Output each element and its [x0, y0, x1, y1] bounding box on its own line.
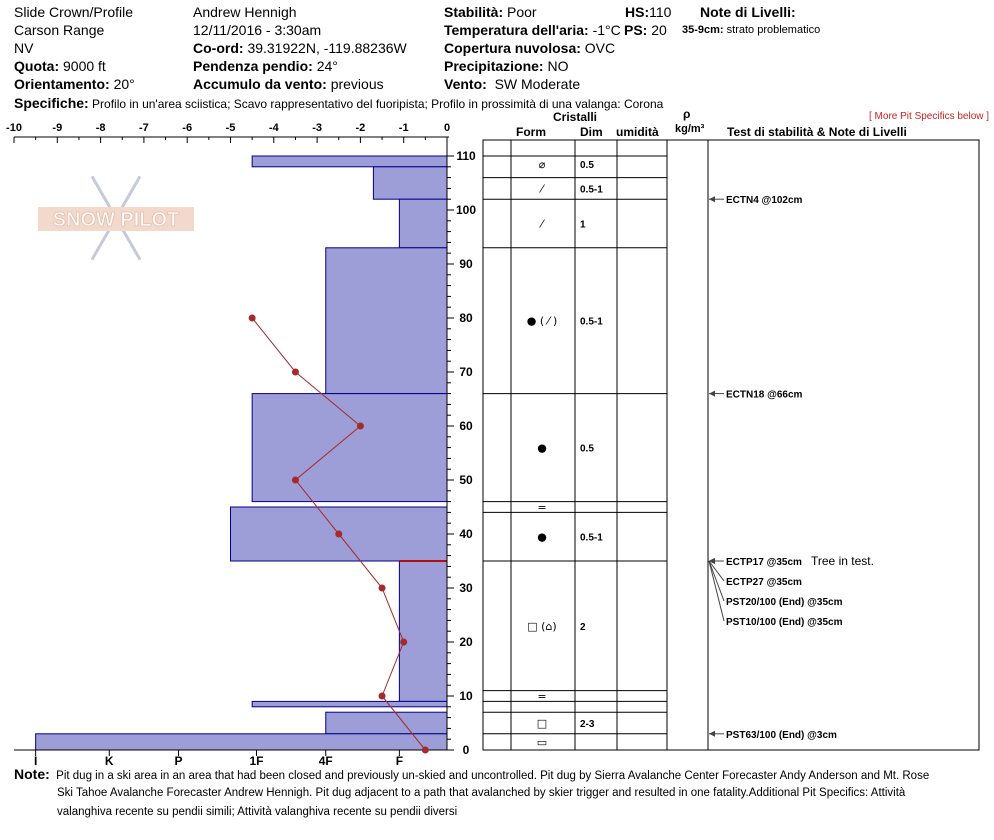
slope-label: Pendenza pendio:: [193, 58, 313, 74]
crystal-size: 0.5: [580, 160, 594, 172]
air-temp-label: Temperatura dell'aria:: [444, 22, 589, 38]
crystal-form: =: [537, 501, 547, 514]
state: NV: [14, 40, 34, 56]
hs-label: HS:: [625, 4, 650, 20]
air-temp-value: -1°C: [592, 22, 621, 38]
test-arrow: [709, 731, 715, 737]
hardness-tick-label: K: [104, 754, 114, 768]
hardness-layer: [252, 394, 447, 502]
footer-line-1: Pit dug in a ski area in an area that had been closed and previously un-skied and uncontrolled. Pit dug by Sierra Avalanche Center Forecaster Andy Anderson and Mt. Rose: [56, 770, 930, 782]
crystal-size: 2-3: [580, 719, 595, 730]
footer-note-2: Ski Tahoe Avalanche Forecaster Andrew Hennigh. Pit dug adjacent to a path that avalanched by skier trigger and resulted in one fatality.Additional Pit Specifics: Attività: [57, 787, 906, 799]
depth-tick-label: 50: [459, 473, 473, 487]
footer-note-3: valanghiva recente su pendii simili; Attività valanghiva recente su pendii diversi: [57, 806, 458, 818]
layer-note-range: 35-9cm:: [682, 24, 724, 36]
footer-label: Note:: [14, 766, 50, 782]
crystal-form: ● ( ⁄ ): [526, 314, 558, 328]
observer: Andrew Hennigh: [193, 4, 297, 20]
temp-tick-label: -8: [95, 122, 106, 134]
test-label: PST20/100 (End) @35cm: [726, 596, 843, 608]
crystal-form: ⌀: [538, 158, 546, 172]
temp-point: [422, 747, 429, 754]
hardness-tick-label: P: [174, 754, 183, 768]
crystal-form: □ (⌂): [527, 619, 557, 633]
test-label: PST10/100 (End) @35cm: [726, 616, 843, 628]
depth-tick-label: 10: [459, 689, 473, 703]
moisture-header: umidità: [616, 125, 659, 139]
hardness-tick-label: F: [395, 754, 404, 768]
table-frame: [483, 140, 979, 750]
slope-value: 24°: [316, 58, 338, 74]
hardness-layer: [399, 561, 447, 701]
hardness-layers: [36, 156, 447, 750]
temp-tick-label: -2: [355, 122, 366, 134]
test-arrow: [709, 391, 715, 397]
tests-header: Test di stabilità & Note di Livelli: [727, 125, 907, 139]
crystal-table: [483, 140, 979, 750]
footer-note-1: [14, 765, 929, 786]
crystal-form: ⁄: [541, 217, 543, 231]
crystals-header: Cristalli: [553, 110, 598, 124]
hardness-tick-label: 4F: [318, 754, 333, 768]
hardness-layer: [326, 248, 447, 394]
crystal-form: ⁄: [541, 182, 543, 196]
depth-tick-label: 90: [459, 257, 473, 271]
temp-point: [400, 639, 407, 646]
hardness-tick-label: 1F: [249, 754, 264, 768]
form-header: Form: [516, 125, 546, 139]
snowpilot-watermark: [38, 176, 194, 259]
specifics-text: Profilo in un'area sciistica; Scavo rappresentativo del fuoripista; Profilo in prossimità di una valanga: Corona: [92, 97, 664, 111]
temp-tick-label: -9: [52, 122, 63, 134]
test-label: ECTP27 @35cm: [726, 576, 802, 588]
test-leader: [709, 561, 724, 621]
hardness-layer: [326, 712, 447, 734]
hardness-layer: [373, 167, 447, 199]
date-time: 12/11/2016 - 3:30am: [193, 22, 322, 38]
temp-point: [335, 531, 342, 538]
temp-tick-label: -4: [268, 122, 279, 134]
wind-value: SW Moderate: [494, 76, 581, 92]
test-note: Tree in test.: [811, 554, 874, 568]
temp-point: [379, 585, 386, 592]
hardness-tick-label: I: [33, 754, 38, 768]
depth-tick-label: 100: [455, 203, 477, 217]
temp-tick-label: -3: [312, 122, 322, 134]
depth-tick-label: 80: [459, 311, 473, 325]
test-arrow: [709, 196, 715, 202]
crystal-form: ●: [537, 441, 547, 455]
hardness-layer: [399, 199, 447, 248]
aspect-value: 20°: [113, 76, 135, 92]
hardness-layer: [252, 701, 447, 706]
wind-label: Vento:: [444, 76, 487, 92]
crystal-form: ▭: [536, 735, 548, 749]
temp-point: [292, 369, 299, 376]
test-label: PST63/100 (End) @3cm: [726, 729, 837, 741]
depth-tick-label: 40: [459, 527, 473, 541]
hardness-layer: [36, 734, 447, 750]
temp-tick-label: -10: [6, 122, 22, 134]
crystal-size: 0.5-1: [580, 532, 603, 544]
elevation-label: Quota:: [14, 58, 60, 74]
depth-tick-label: 30: [459, 581, 473, 595]
elevation-value: 9000 ft: [63, 58, 106, 74]
temp-tick-label: -5: [225, 122, 236, 134]
crystal-form: ●: [537, 530, 547, 544]
stability-label: Stabilità:: [444, 4, 504, 20]
depth-tick-label: 70: [459, 365, 473, 379]
depth-tick-label: 20: [459, 635, 473, 649]
layer-note-text: strato problematico: [726, 24, 821, 36]
depth-tick-label: 60: [459, 419, 473, 433]
temp-tick-label: 0: [443, 122, 451, 134]
ps-label: PS:: [624, 22, 648, 38]
ps-value: 20: [651, 22, 667, 38]
size-header: Dim: [580, 125, 603, 139]
more-specifics-link[interactable]: [ More Pit Specifics below ]: [869, 111, 990, 122]
crystal-size: 1: [580, 219, 586, 231]
depth-tick-label: 0: [462, 743, 470, 757]
stability-value: Poor: [507, 4, 537, 20]
test-label: ECTP17 @35cm: [726, 557, 802, 568]
aspect-label: Orientamento:: [14, 76, 110, 92]
layer-notes-label: Note di Livelli:: [700, 4, 796, 20]
test-label: ECTN18 @66cm: [726, 389, 803, 401]
wind-load-label: Accumulo da vento:: [193, 76, 327, 92]
temp-point: [249, 315, 256, 322]
hs-value: 110: [649, 4, 672, 20]
depth-tick-label: 110: [456, 149, 476, 163]
test-leader: [709, 561, 724, 601]
mountain-range: Carson Range: [14, 22, 105, 38]
density-header: kg/m³: [675, 123, 705, 135]
wind-load-value: previous: [330, 76, 384, 92]
temp-point: [292, 477, 299, 484]
cloud-value: OVC: [584, 40, 616, 56]
crystal-size: 0.5-1: [580, 184, 603, 196]
crystal-size: 0.5: [580, 443, 594, 455]
test-label: ECTN4 @102cm: [726, 195, 803, 207]
temp-point: [379, 693, 386, 700]
coord-label: Co-ord:: [193, 40, 244, 56]
temp-tick-label: -1: [398, 122, 409, 134]
temp-point: [357, 423, 364, 430]
hardness-layer: [252, 156, 447, 167]
crystal-form: =: [537, 690, 547, 703]
coord-value: 39.31922N, -119.88236W: [247, 40, 407, 56]
specifics-label: Specifiche:: [14, 95, 89, 111]
rho-header: ρ: [683, 107, 691, 121]
precip-label: Precipitazione:: [444, 58, 544, 74]
crystal-size: 2: [580, 621, 586, 633]
cloud-label: Copertura nuvolosa:: [444, 40, 581, 56]
stability-tests: [709, 195, 874, 741]
watermark-text: SNOW PILOT: [52, 209, 180, 231]
temp-tick-label: -7: [139, 122, 149, 134]
crystal-size: 0.5-1: [580, 316, 603, 328]
pit-title: Slide Crown/Profile: [14, 4, 134, 20]
precip-value: NO: [547, 58, 569, 74]
temp-tick-label: -6: [182, 122, 193, 134]
crystal-form: □: [536, 717, 548, 730]
